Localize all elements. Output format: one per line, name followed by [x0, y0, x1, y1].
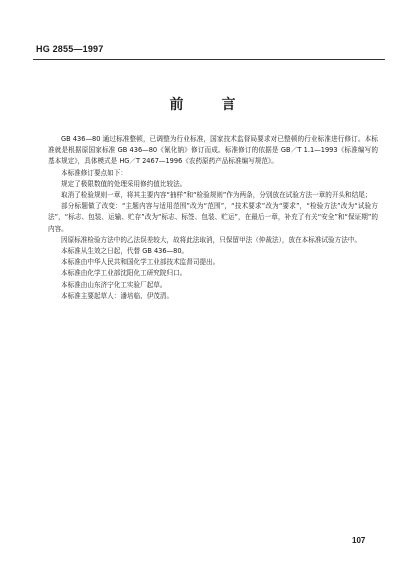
paragraph: 因原标准检验方法中的乙法误差较大，故将此法取消，只保留甲法（仲裁法），放在本标准试验方法中。 — [61, 235, 362, 244]
paragraph: 本标准从生效之日起，代替 GB 436—80。 — [61, 247, 189, 256]
paragraph: GB 436—80 通过标准整顿，已调整为行业标准，国家技术监督局要求对已整顿的行业标准进行修订。本标准就是根据原国家标准 GB 436—80《氰化钠》修订而成。标准修订的依据是 GB／T 1.1—1993《标准编写的基本规定》，具体模式是 HG／T 2467—1996《农药原药产品标准编写规范》。 — [48, 135, 378, 166]
standard-code: HG 2855—1997 — [36, 44, 104, 54]
paragraph: 本标准由山东济宁化工实验厂起草。 — [61, 280, 167, 289]
paragraph: 规定了极限数值的处理采用修约值比较法。 — [61, 179, 187, 188]
paragraph: 本标准由中华人民共和国化学工业部技术监督司提出。 — [61, 258, 220, 267]
paragraph: 部分标题做了改变：“主题内容与适用范围”改为“范围”，“技术要求”改为“要求”，“检验方法”改为“试验方法”，“标志、包装、运输、贮存”改为“标志、标签、包装、贮运”，在最后一章，补充了有关“安全”和“保证期”的内容。 — [48, 202, 378, 233]
preface-body — [48, 134, 378, 302]
paragraph: 取消了检验规则一章，将其主要内容“抽样”和“检验规则”作为两条，分别放在试验方法一章的开头和结尾； — [61, 191, 372, 200]
page-number: 107 — [352, 536, 366, 545]
page-title: 前 言 — [169, 97, 248, 113]
paragraph: 本标准修订要点如下： — [61, 168, 127, 177]
paragraph: 本标准主要起草人：潘培临、伊茂清。 — [61, 291, 174, 300]
header-rule — [33, 59, 385, 60]
paragraph: 本标准由化学工业部沈阳化工研究院归口。 — [61, 269, 187, 278]
